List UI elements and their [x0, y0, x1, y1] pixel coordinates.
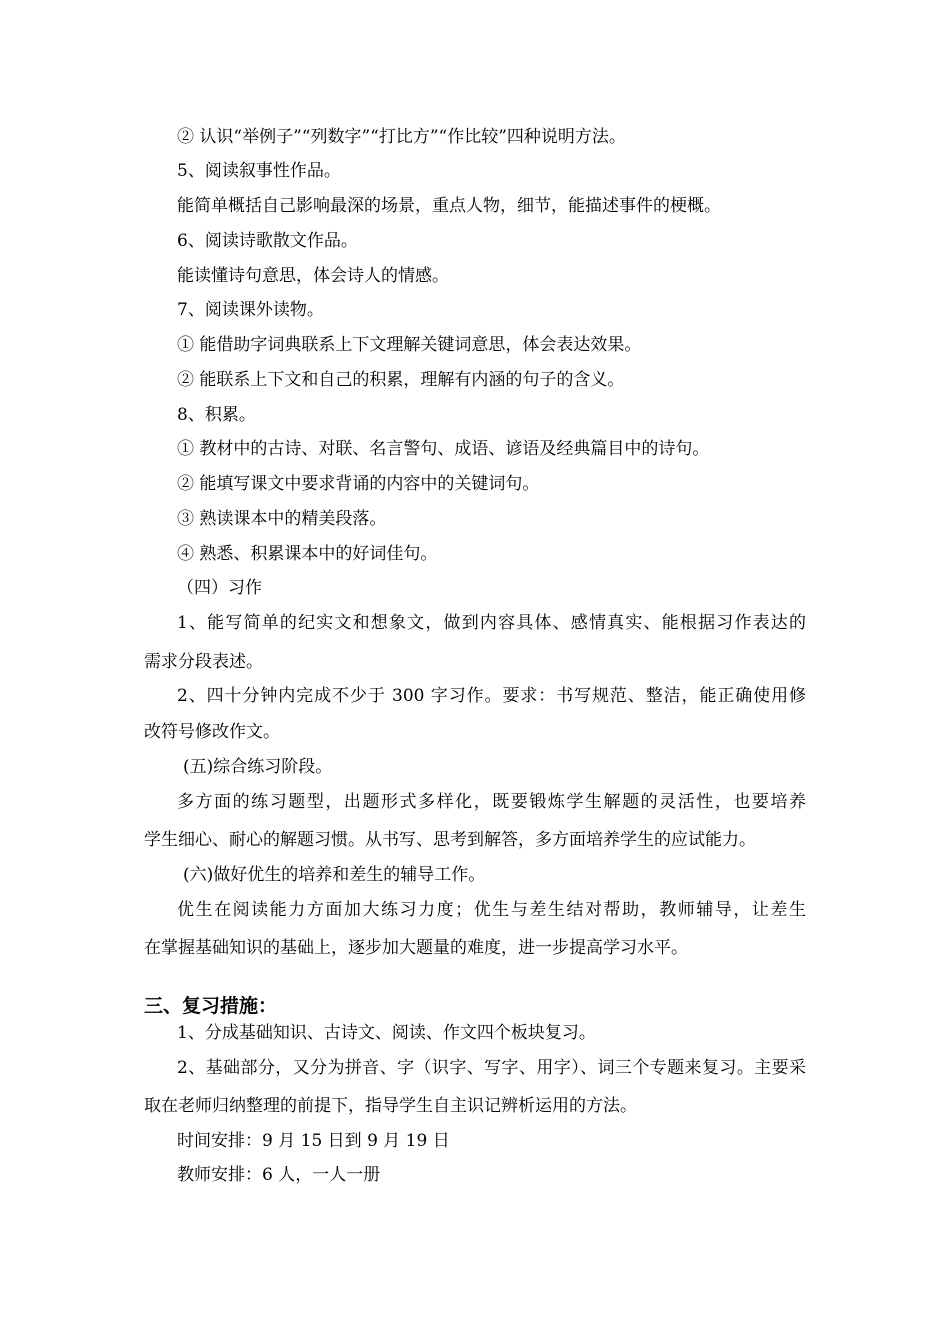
- subsection-heading: (五)综合练习阶段。: [183, 757, 333, 777]
- paragraph-line: 1、能写简单的纪实文和想象文，做到内容具体、感情真实、能根据习作表达的: [177, 613, 806, 633]
- paragraph-line: 2、基础部分，又分为拼音、字（识字、写字、用字）、词三个专题来复习。主要采: [177, 1058, 806, 1078]
- list-item: ② 认识“举例子”“列数字”“打比方”“作比较”四种说明方法。: [177, 127, 626, 147]
- paragraph: 能读懂诗句意思，体会诗人的情感。: [177, 266, 449, 286]
- paragraph-line: 在掌握基础知识的基础上，逐步加大题量的难度，进一步提高学习水平。: [144, 938, 688, 958]
- list-item: 8、积累。: [177, 405, 256, 425]
- paragraph-line: 需求分段表述。: [144, 652, 263, 672]
- list-item: 6、阅读诗歌散文作品。: [177, 231, 358, 251]
- staff-line: 教师安排：6 人，一人一册: [177, 1165, 381, 1185]
- schedule-line: 时间安排：9 月 15 日到 9 月 19 日: [177, 1131, 450, 1151]
- list-item: ① 能借助字词典联系上下文理解关键词意思，体会表达效果。: [177, 335, 642, 355]
- paragraph-line: 学生细心、耐心的解题习惯。从书写、思考到解答，多方面培养学生的应试能力。: [144, 830, 756, 850]
- list-item: 5、阅读叙事性作品。: [177, 161, 341, 181]
- subsection-heading: （四）习作: [177, 578, 262, 598]
- list-item: ① 教材中的古诗、对联、名言警句、成语、谚语及经典篇目中的诗句。: [177, 439, 710, 459]
- paragraph-line: 优生在阅读能力方面加大练习力度；优生与差生结对帮助，教师辅导，让差生: [177, 900, 806, 920]
- list-item: ③ 熟读课本中的精美段落。: [177, 509, 387, 529]
- paragraph-line: 2、四十分钟内完成不少于 300 字习作。要求：书写规范、整洁，能正确使用修: [177, 686, 806, 706]
- list-item: ② 能联系上下文和自己的积累，理解有内涵的句子的含义。: [177, 370, 625, 390]
- paragraph: 能简单概括自己影响最深的场景，重点人物，细节，能描述事件的梗概。: [177, 196, 721, 216]
- subsection-heading: (六)做好优生的培养和差生的辅导工作。: [183, 865, 486, 885]
- list-item: 1、分成基础知识、古诗文、阅读、作文四个板块复习。: [177, 1023, 596, 1043]
- list-item: 7、阅读课外读物。: [177, 300, 324, 320]
- paragraph-line: 多方面的练习题型，出题形式多样化，既要锻炼学生解题的灵活性，也要培养: [177, 792, 806, 812]
- paragraph-line: 改符号修改作文。: [144, 722, 280, 742]
- list-item: ② 能填写课文中要求背诵的内容中的关键词句。: [177, 474, 540, 494]
- paragraph-line: 取在老师归纳整理的前提下，指导学生自主识记辨析运用的方法。: [144, 1096, 637, 1116]
- list-item: ④ 熟悉、积累课本中的好词佳句。: [177, 544, 438, 564]
- section-heading: 三、复习措施：: [144, 995, 278, 1017]
